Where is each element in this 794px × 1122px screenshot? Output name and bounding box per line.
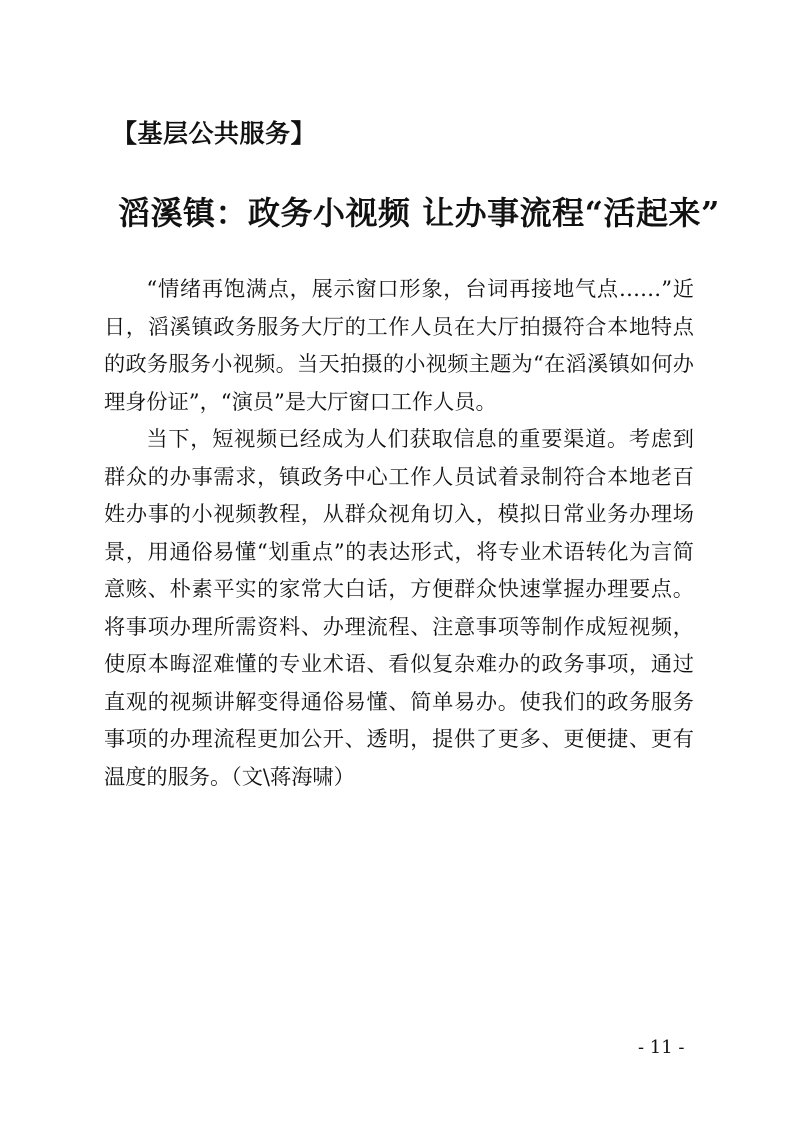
body-paragraph-1: “情绪再饱满点，展示窗口形象，台词再接地气点……”近日，滔溪镇政务服务大厅的工作人员在大厅拍摄符合本地特点的政务服务小视频。当天拍摄的小视频主题为“在滔溪镇如何办理身份证”，“演员”是大厅窗口工作人员。 (104, 276, 694, 414)
article-title: 滔溪镇：政务小视频 让办事流程“活起来” (118, 194, 720, 232)
section-tag: 【基层公共服务】 (112, 119, 317, 148)
page-number: - 11 - (638, 1037, 685, 1058)
article-body (104, 270, 694, 795)
body-paragraph-2: 当下，短视频已经成为人们获取信息的重要渠道。考虑到群众的办事需求，镇政务中心工作人员试着录制符合本地老百姓办事的小视频教程，从群众视角切入，模拟日常业务办理场景，用通俗易懂“划重点”的表达形式，将专业术语转化为言简意赅、朴素平实的家常大白话，方便群众快速掌握办理要点。将事项办理所需资料、办理流程、注意事项等制作成短视频，使原本晦涩难懂的专业术语、看似复杂难办的政务事项，通过直观的视频讲解变得通俗易懂、简单易办。使我们的政务服务事项的办理流程更加公开、透明，提供了更多、更便捷、更有温度的服务。（文\蒋海啸） (104, 426, 694, 789)
